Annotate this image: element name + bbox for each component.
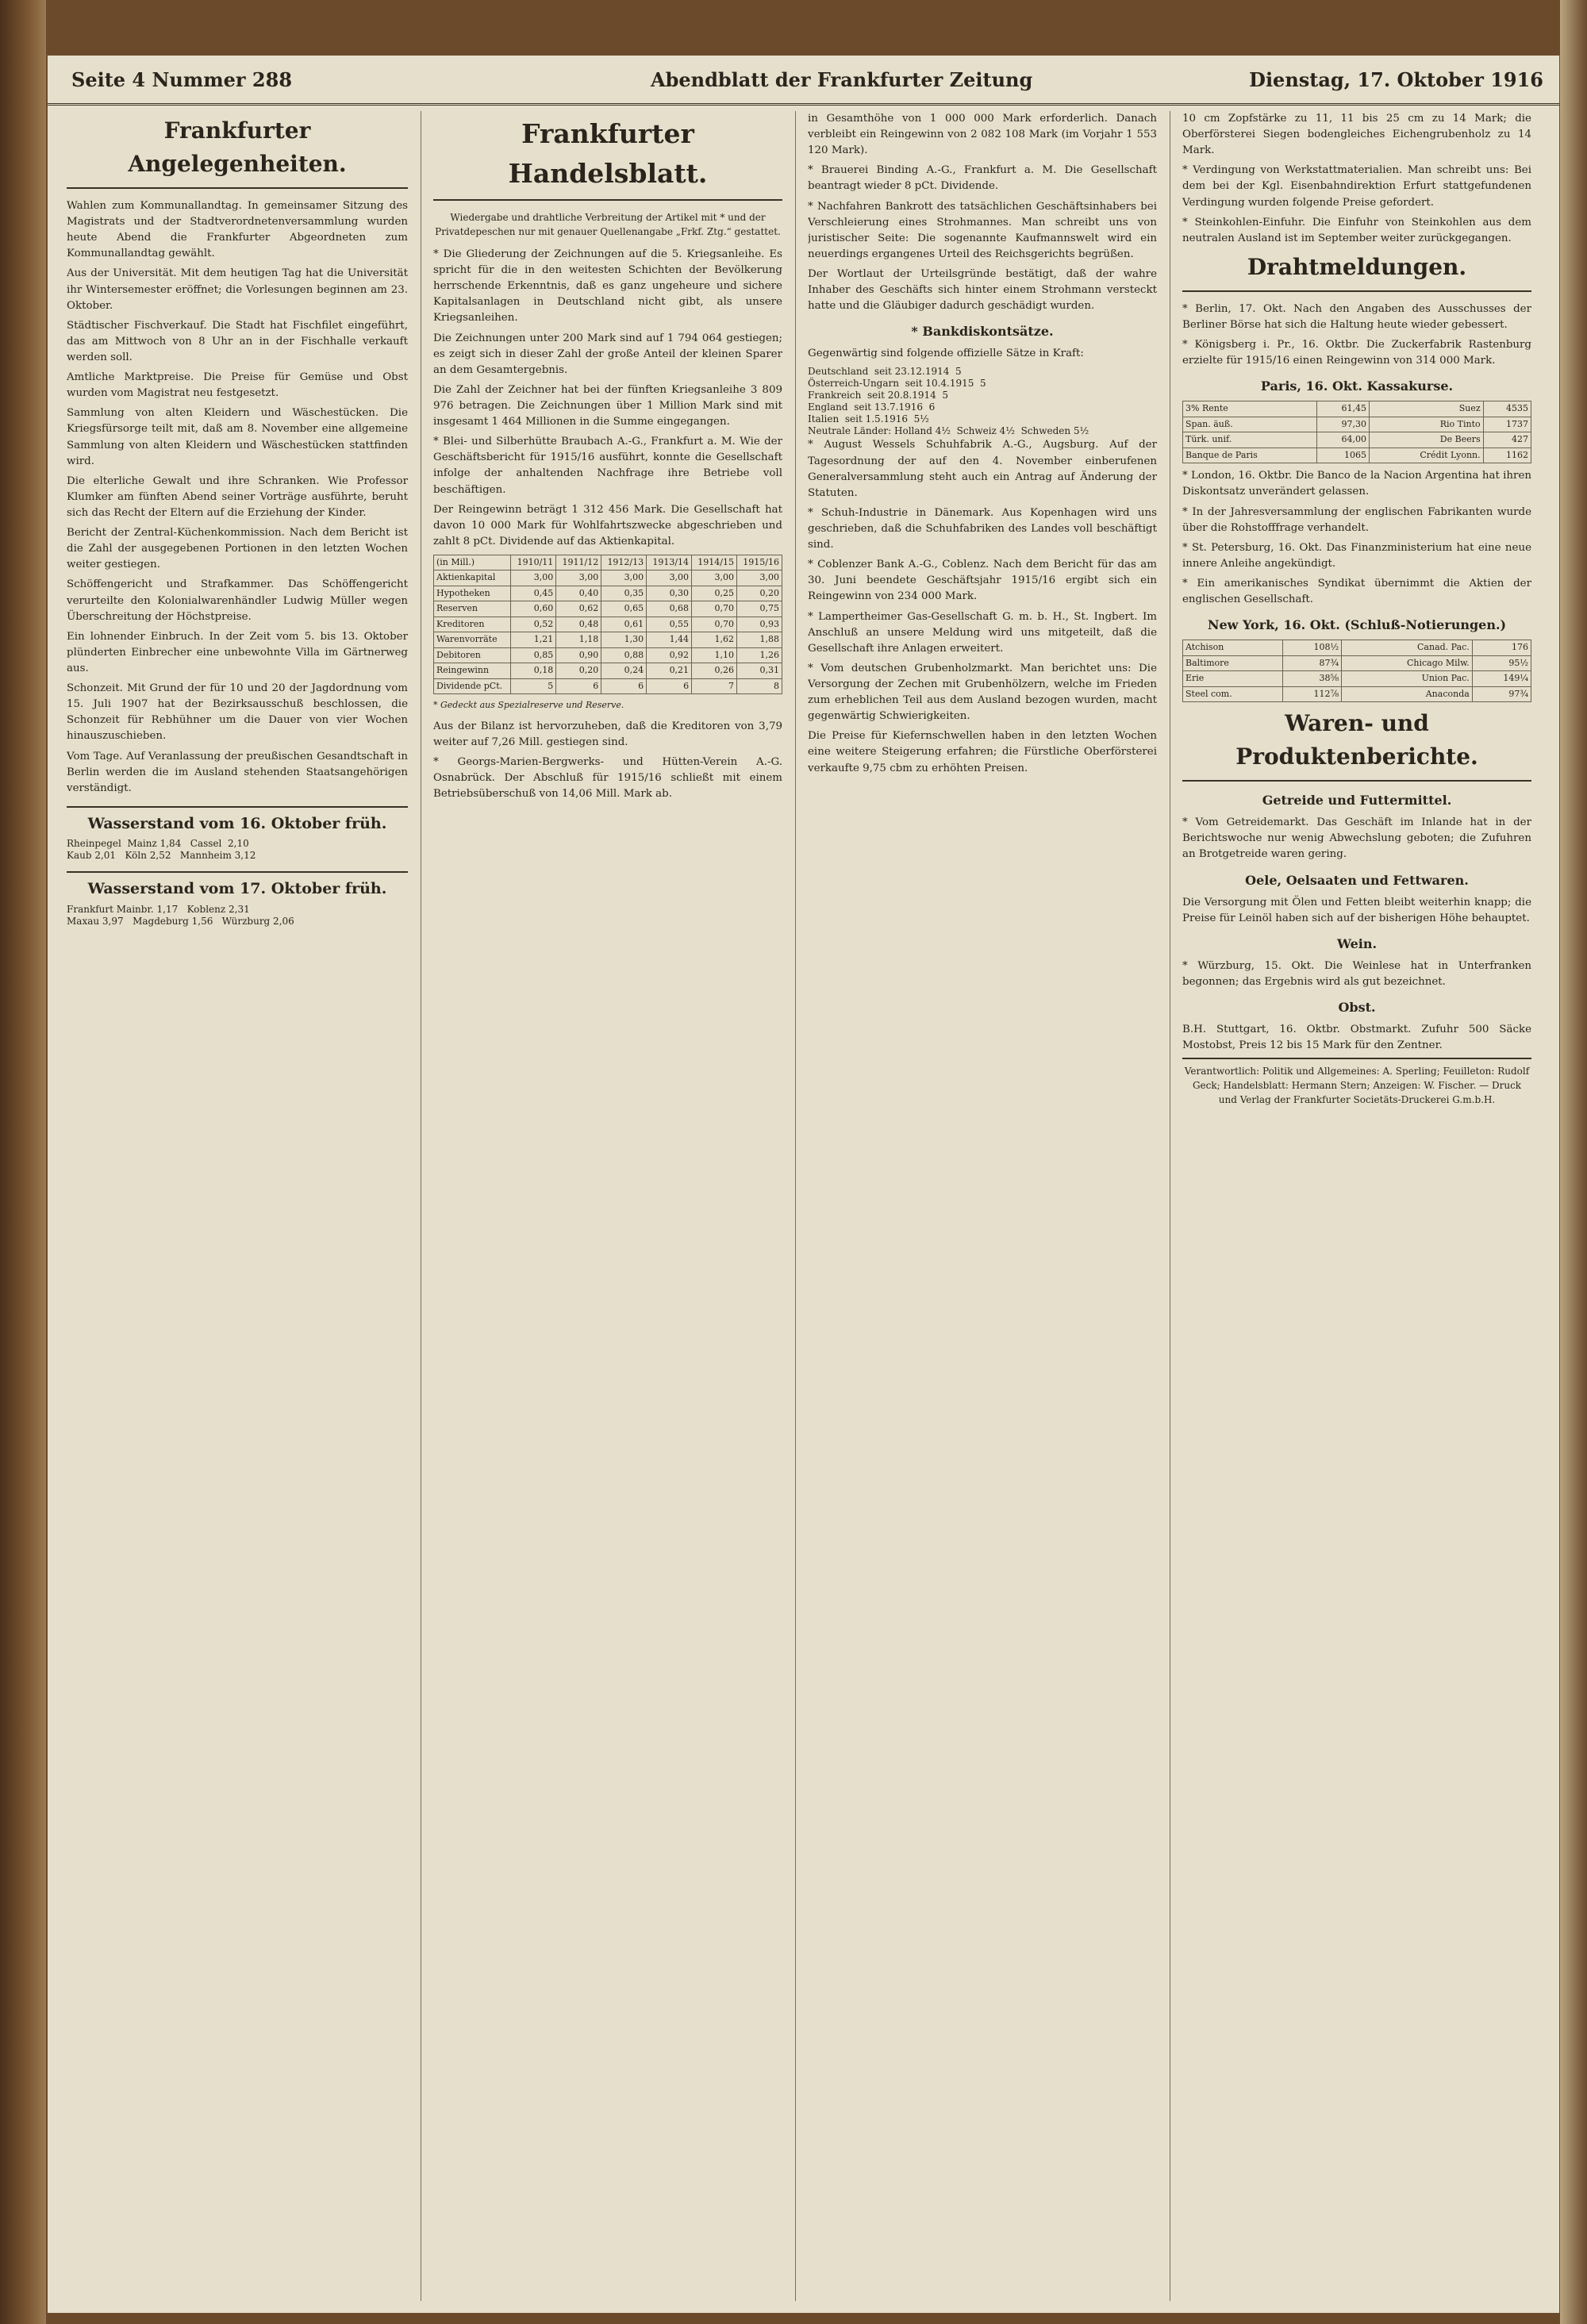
header-masthead: Abendblatt der Frankfurter Zeitung [651, 68, 1033, 91]
table-cell: 0,68 [647, 601, 692, 617]
table-cell: 6 [556, 678, 601, 694]
imprint-footer: Verantwortlich: Politik und Allgemeines: A. Sperling; Feuilleton: Rudolf Geck; Handelsblatt: Hermann Stern; Anzeigen: W. Fischer. — Druck und Verlag der Frankfurter Societäts-Druckerei G.m.b.H. [1182, 1058, 1531, 1107]
article-paragraph: * Vom deutschen Grubenholzmarkt. Man berichtet uns: Die Versorgung der Zechen mit Grubenhölzern, welche im Frieden zum erheblichen Teil aus dem Ausland bezogen wurden, macht gegenwärtig Schwierigkeiten. [808, 662, 1157, 723]
table-row [434, 647, 782, 663]
article-paragraph: Die Versorgung mit Ölen und Fetten bleibt weiterhin knapp; die Preise für Leinöl haben sich auf der bisherigen Höhe behauptet. [1182, 896, 1531, 924]
header-page-number: Seite 4 Nummer 288 [71, 68, 293, 91]
table-cell: 1,26 [736, 647, 782, 663]
table-header-cell: (in Mill.) [434, 555, 511, 570]
article-paragraph: Amtliche Marktpreise. Die Preise für Gemüse und Obst wurden vom Magistrat neu festgesetzt. [67, 371, 408, 400]
table-header-cell: 1911/12 [556, 555, 601, 570]
table-cell: 0,31 [736, 663, 782, 679]
table-cell: Steel com. [1183, 686, 1283, 702]
table-cell: 0,35 [601, 586, 647, 601]
table-cell: 3,00 [511, 570, 556, 586]
table-row [434, 632, 782, 648]
section-title: Frankfurter Handelsblatt. [433, 114, 782, 201]
table-cell: Reingewinn [434, 663, 511, 679]
article-paragraph: * Lampertheimer Gas-Gesellschaft G. m. b. H., St. Ingbert. Im Anschluß an unsere Meldung wird uns mitgeteilt, daß die Gesellschaft ihre Anlagen erweitert. [808, 610, 1157, 655]
next-page-edge [1560, 0, 1587, 2324]
table-cell: 38⅝ [1283, 671, 1342, 687]
table-cell: 3,00 [556, 570, 601, 586]
article-paragraph: Schöffengericht und Strafkammer. Das Schöffengericht verurteilte den Kolonialwarenhändler Ludwig Müller wegen Überschreitung der Höchstpreise. [67, 578, 408, 623]
table-cell: 1737 [1483, 417, 1531, 432]
article-paragraph: Der Reingewinn beträgt 1 312 456 Mark. Die Gesellschaft hat davon 10 000 Mark für Wohlfahrtszwecke abgeschrieben und zahlt 8 pCt. Dividende auf das Aktienkapital. [433, 503, 782, 547]
table-cell: 427 [1483, 432, 1531, 448]
table-header-cell: 1912/13 [601, 555, 647, 570]
table-cell: 3,00 [647, 570, 692, 586]
table-cell: Chicago Milw. [1342, 655, 1473, 671]
table-header-row [434, 555, 782, 570]
table-cell: 1,18 [556, 632, 601, 648]
table-row [434, 570, 782, 586]
water-level-table: Rheinpegel Mainz 1,84 Cassel 2,10 Kaub 2,01 Köln 2,52 Mannheim 3,12 [67, 838, 256, 862]
table-cell: 0,26 [692, 663, 737, 679]
article-paragraph: * Blei- und Silberhütte Braubach A.-G., Frankfurt a. M. Wie der Geschäftsbericht für 1915/16 ausführt, konnte die Gesellschaft infolge der anhaltenden Nachfrage ihre Betriebe voll beschäftigen. [433, 436, 782, 496]
table-cell: Türk. unif. [1183, 432, 1317, 448]
table-cell: 8 [736, 678, 782, 694]
article-paragraph: * Coblenzer Bank A.-G., Coblenz. Nach dem Bericht für das am 30. Juni beendete Geschäftsjahr 1915/16 ergibt sich ein Reingewinn von 234 000 Mark. [808, 559, 1157, 603]
table-cell: 0,20 [556, 663, 601, 679]
table-row [434, 678, 782, 694]
table-cell: 3,00 [736, 570, 782, 586]
page-header [48, 56, 1559, 106]
article-paragraph: * St. Petersburg, 16. Okt. Das Finanzministerium hat eine neue innere Anleihe angekündigt. [1182, 541, 1531, 570]
table-body [1183, 401, 1531, 463]
table-cell: 97,30 [1316, 417, 1369, 432]
table-cell: 0,18 [511, 663, 556, 679]
table-cell: Crédit Lyonn. [1370, 448, 1484, 463]
water-level-title: Wasserstand vom 17. Oktober früh. [67, 871, 408, 901]
article-paragraph: * Würzburg, 15. Okt. Die Weinlese hat in Unterfranken begonnen; das Ergebnis wird als gut bezeichnet. [1182, 959, 1531, 988]
table-cell: 3,00 [692, 570, 737, 586]
table-cell: 1,44 [647, 632, 692, 648]
table-row [1183, 432, 1531, 448]
section-title: Frankfurter Angelegenheiten. [67, 114, 408, 189]
table-cell: De Beers [1370, 432, 1484, 448]
article-paragraph: Schonzeit. Mit Grund der für 10 und 20 der Jagdordnung vom 15. Juli 1907 hat der Bezirksausschuß beschlossen, die Schonzeit für Rebhühner um die Dauer von vier Wochen hinauszuschieben. [67, 682, 408, 743]
table-cell: 0,52 [511, 617, 556, 632]
table-cell: 0,92 [647, 647, 692, 663]
table-row [1183, 401, 1531, 417]
table-cell: Span. äuß. [1183, 417, 1317, 432]
subsection-title: Getreide und Futtermittel. [1262, 793, 1452, 809]
table-cell: 0,70 [692, 601, 737, 617]
table-cell: Reserven [434, 601, 511, 617]
table-cell: 87¾ [1283, 655, 1342, 671]
article-paragraph: Aus der Universität. Mit dem heutigen Tag hat die Universität ihr Wintersemester eröffnet; die Vorlesungen beginnen am 23. Oktober. [67, 267, 408, 312]
table-row [1183, 686, 1531, 702]
table-footnote: * Gedeckt aus Spezialreserve und Reserve. [433, 700, 624, 711]
table-cell: 0,65 [601, 601, 647, 617]
table-cell: Atchison [1183, 640, 1283, 656]
table-cell: 0,61 [601, 617, 647, 632]
table-cell: 0,90 [556, 647, 601, 663]
article-paragraph: Die elterliche Gewalt und ihre Schranken. Wie Professor Klumker am fünften Abend seiner Vorträge ausführte, beruht sich das Recht der Eltern auf die Erziehung der Kinder. [67, 474, 408, 519]
table-cell: Canad. Pac. [1342, 640, 1473, 656]
table-cell: 61,45 [1316, 401, 1369, 417]
table-cell: 1,88 [736, 632, 782, 648]
article-paragraph: * Berlin, 17. Okt. Nach den Angaben des Ausschusses der Berliner Börse hat sich die Haltung heute wieder gebessert. [1182, 302, 1531, 331]
article-paragraph: Aus der Bilanz ist hervorzuheben, daß die Kreditoren von 3,79 weiter auf 7,26 Mill. gestiegen sind. [433, 720, 782, 749]
table-body [434, 570, 782, 694]
table-body [1183, 640, 1531, 702]
table-cell: Dividende pCt. [434, 678, 511, 694]
article-paragraph: Der Wortlaut der Urteilsgründe bestätigt, daß der wahre Inhaber des Geschäfts sich hinter einem Strohmann versteckt hatte und die Gläubiger dadurch geschädigt wurden. [808, 267, 1157, 313]
bank-rates-table: Deutschland seit 23.12.1914 5 Österreich-Ungarn seit 10.4.1915 5 Frankreich seit 20.8.1914 5 England seit 13.7.1916 6 Italien seit 1.5.1916 5½ Neutrale Länder: Holland 4½ Schweiz 4½ Schweden 5½ [808, 366, 1089, 437]
table-cell: 0,93 [736, 617, 782, 632]
water-level-title: Wasserstand vom 16. Oktober früh. [67, 806, 408, 835]
table-header-cell: 1914/15 [692, 555, 737, 570]
column-handelsblatt [433, 111, 782, 2301]
table-row [434, 617, 782, 632]
balance-table [433, 555, 782, 695]
section-title: Drahtmeldungen. [1182, 251, 1531, 292]
table-cell: 1,62 [692, 632, 737, 648]
table-cell: 3% Rente [1183, 401, 1317, 417]
newyork-quotes-table [1182, 640, 1531, 702]
table-row [1183, 655, 1531, 671]
reprint-notice: Wiedergabe und drahtliche Verbreitung der Artikel mit * und der Privatdepeschen nur mit genauer Quellenangabe „Frkf. Ztg.“ gestattet. [435, 212, 781, 237]
table-cell: 6 [647, 678, 692, 694]
table-cell: Baltimore [1183, 655, 1283, 671]
table-cell: 0,48 [556, 617, 601, 632]
table-cell: 0,20 [736, 586, 782, 601]
article-paragraph: Vom Tage. Auf Veranlassung der preußischen Gesandtschaft in Berlin werden die im Ausland stehenden Staatsangehörigen verständigt. [67, 750, 408, 794]
table-cell: 0,45 [511, 586, 556, 601]
table-row [434, 663, 782, 679]
table-header-cell: 1915/16 [736, 555, 782, 570]
article-paragraph: * In der Jahresversammlung der englischen Fabrikanten wurde über die Rohstofffrage verhandelt. [1182, 505, 1531, 534]
article-paragraph: * Georgs-Marien-Bergwerks- und Hütten-Verein A.-G. Osnabrück. Der Abschluß für 1915/16 schließt mit einem Betriebsüberschuß von 14,06 Mill. Mark ab. [433, 756, 782, 801]
table-row [1183, 448, 1531, 463]
column-drahtmeldungen [1182, 111, 1531, 2301]
article-paragraph: Die Preise für Kiefernschwellen haben in den letzten Wochen eine weitere Steigerung erfahren; die Fürstliche Oberförsterei verkaufte 9,75 cbm zu erhöhten Preisen. [808, 730, 1157, 774]
newspaper-page [48, 56, 1559, 2313]
paris-quotes-title: Paris, 16. Okt. Kassakurse. [1260, 378, 1454, 394]
bank-rates-intro: Gegenwärtig sind folgende offizielle Sätze in Kraft: [808, 348, 1084, 360]
table-cell: 0,75 [736, 601, 782, 617]
article-paragraph: * Brauerei Binding A.-G., Frankfurt a. M. Die Gesellschaft beantragt wieder 8 pCt. Dividende. [808, 164, 1157, 193]
article-paragraph: * Ein amerikanisches Syndikat übernimmt die Aktien der englischen Gesellschaft. [1182, 577, 1531, 606]
article-paragraph: * Nachfahren Bankrott des tatsächlichen Geschäftsinhabers bei Verschleierung eines Strohmannes. Man schreibt uns von juristischer Seite: Die sogenannte Kaufmannswelt wird ein neuerdings ergangenes Urteil des Reichsgerichts begrüßen. [808, 200, 1157, 260]
table-cell: 64,00 [1316, 432, 1369, 448]
table-row [434, 601, 782, 617]
article-paragraph: in Gesamthöhe von 1 000 000 Mark erforderlich. Danach verbleibt ein Reingewinn von 2 082 108 Mark (im Vorjahr 1 553 120 Mark). [808, 113, 1157, 157]
table-header-cell: 1910/11 [511, 555, 556, 570]
column-rule [795, 111, 796, 2301]
table-cell: 6 [601, 678, 647, 694]
table-cell: 149¼ [1472, 671, 1531, 687]
article-paragraph: * Königsberg i. Pr., 16. Oktbr. Die Zuckerfabrik Rastenburg erzielte für 1915/16 einen Reingewinn von 314 000 Mark. [1182, 339, 1531, 367]
table-cell: 0,24 [601, 663, 647, 679]
table-cell: 108½ [1283, 640, 1342, 656]
article-paragraph: * Steinkohlen-Einfuhr. Die Einfuhr von Steinkohlen aus dem neutralen Ausland ist im September weiter zurückgegangen. [1182, 216, 1531, 244]
table-row [434, 586, 782, 601]
table-cell: Hypotheken [434, 586, 511, 601]
table-cell: 0,85 [511, 647, 556, 663]
column-frankfurter-angelegenheiten [67, 111, 408, 2301]
table-cell: Rio Tinto [1370, 417, 1484, 432]
table-cell: Warenvorräte [434, 632, 511, 648]
table-cell: 95½ [1472, 655, 1531, 671]
table-cell: 0,60 [511, 601, 556, 617]
table-cell: Banque de Paris [1183, 448, 1317, 463]
article-paragraph: * Die Gliederung der Zeichnungen auf die 5. Kriegsanleihe. Es spricht für die in den weitesten Schichten der Bevölkerung herrschende Erkenntnis, daß es ganz ungeheure und sichere Kapitalsanlagen in Deutschland nicht gibt, als unsere Kriegsanleihen. [433, 248, 782, 325]
table-cell: 1,10 [692, 647, 737, 663]
table-cell: 0,40 [556, 586, 601, 601]
article-paragraph: * Verdingung von Werkstattmaterialien. Man schreibt uns: Bei dem bei der Kgl. Eisenbahndirektion Erfurt stattgefundenen Verdingung wurden folgende Preise gefordert. [1182, 164, 1531, 209]
table-cell: Anaconda [1342, 686, 1473, 702]
table-row [1183, 640, 1531, 656]
subsection-title: Wein. [1336, 935, 1378, 951]
subsection-title: Obst. [1338, 999, 1376, 1015]
table-header-cell: 1913/14 [647, 555, 692, 570]
table-row [1183, 417, 1531, 432]
table-cell: 0,62 [556, 601, 601, 617]
article-paragraph: B.H. Stuttgart, 16. Oktbr. Obstmarkt. Zufuhr 500 Säcke Mostobst, Preis 12 bis 15 Mark für den Zentner. [1182, 1023, 1531, 1052]
table-cell: 7 [692, 678, 737, 694]
table-cell: 1065 [1316, 448, 1369, 463]
column-handelsblatt-continued [808, 111, 1157, 2301]
article-paragraph: * August Wessels Schuhfabrik A.-G., Augsburg. Auf der Tagesordnung der auf den 4. November einberufenen Generalversammlung steht auch ein Antrag auf Änderung der Statuten. [808, 439, 1157, 499]
header-date: Dienstag, 17. Oktober 1916 [1249, 68, 1543, 91]
table-cell: Debitoren [434, 647, 511, 663]
table-row [1183, 671, 1531, 687]
article-paragraph: Wahlen zum Kommunallandtag. In gemeinsamer Sitzung des Magistrats und der Stadtverordnetenversammlung wurden heute Abend die Frankfurter Abgeordneten zum Kommunallandtag gewählt. [67, 200, 408, 260]
bank-rates-title: * Bankdiskontsätze. [911, 324, 1054, 340]
table-cell: 4535 [1483, 401, 1531, 417]
table-cell: Kreditoren [434, 617, 511, 632]
article-paragraph: Die Zahl der Zeichner hat bei der fünften Kriegsanleihe 3 809 976 betragen. Die Zeichnungen über 1 Million Mark sind mit insgesamt 1 464 Millionen in die Summe eingegangen. [433, 383, 782, 428]
table-cell: 1162 [1483, 448, 1531, 463]
article-paragraph: * London, 16. Oktbr. Die Banco de la Nacion Argentina hat ihren Diskontsatz unverändert gelassen. [1182, 470, 1531, 498]
article-paragraph: Die Zeichnungen unter 200 Mark sind auf 1 794 064 gestiegen; es zeigt sich in dieser Zahl der große Anteil der kleinen Sparer an dem Gesamtergebnis. [433, 332, 782, 376]
table-cell: 1,30 [601, 632, 647, 648]
section-title: Waren- und Produktenberichte. [1182, 707, 1531, 782]
table-cell: 0,21 [647, 663, 692, 679]
article-paragraph: Sammlung von alten Kleidern und Wäschestücken. Die Kriegsfürsorge teilt mit, daß am 8. November eine allgemeine Sammlung von alten Kleidern und Wäschestücken stattfinden wird. [67, 407, 408, 467]
newyork-quotes-title: New York, 16. Okt. (Schluß-Notierungen.) [1207, 617, 1507, 633]
table-cell: 5 [511, 678, 556, 694]
article-paragraph: 10 cm Zopfstärke zu 11, 11 bis 25 cm zu 14 Mark; die Oberförsterei Siegen bodengleiches Eichengrubenholz zu 14 Mark. [1182, 113, 1531, 157]
table-cell: Suez [1370, 401, 1484, 417]
water-level-table: Frankfurt Mainbr. 1,17 Koblenz 2,31 Maxau 3,97 Magdeburg 1,56 Würzburg 2,06 [67, 903, 294, 927]
table-cell: Erie [1183, 671, 1283, 687]
article-paragraph: Bericht der Zentral-Küchenkommission. Nach dem Bericht ist die Zahl der ausgegebenen Portionen in den letzten Wochen weiter gestiegen. [67, 527, 408, 571]
table-cell: 0,70 [692, 617, 737, 632]
table-cell: 1,21 [511, 632, 556, 648]
table-cell: 3,00 [601, 570, 647, 586]
article-paragraph: * Schuh-Industrie in Dänemark. Aus Kopenhagen wird uns geschrieben, daß die Schuhfabriken des Landes voll beschäftigt sind. [808, 506, 1157, 551]
article-paragraph: * Vom Getreidemarkt. Das Geschäft im Inlande hat in der Berichtswoche nur wenig Abwechslung geboten; die Zufuhren an Brotgetreide waren gering. [1182, 816, 1531, 861]
table-cell: 0,30 [647, 586, 692, 601]
table-cell: 176 [1472, 640, 1531, 656]
paris-quotes-table [1182, 401, 1531, 463]
book-binding [0, 0, 46, 2324]
table-cell: 97¾ [1472, 686, 1531, 702]
table-cell: 0,55 [647, 617, 692, 632]
table-cell: Aktienkapital [434, 570, 511, 586]
table-cell: 0,25 [692, 586, 737, 601]
table-cell: 112⅞ [1283, 686, 1342, 702]
article-paragraph: Städtischer Fischverkauf. Die Stadt hat Fischfilet eingeführt, das am Mittwoch von 8 Uhr an in der Fischhalle verkauft werden soll. [67, 319, 408, 363]
table-cell: 0,88 [601, 647, 647, 663]
subsection-title: Oele, Oelsaaten und Fettwaren. [1245, 872, 1469, 888]
article-paragraph: Ein lohnender Einbruch. In der Zeit vom 5. bis 13. Oktober plünderten Einbrecher eine unbewohnte Villa im Gärtnerweg aus. [67, 630, 408, 674]
table-cell: Union Pac. [1342, 671, 1473, 687]
